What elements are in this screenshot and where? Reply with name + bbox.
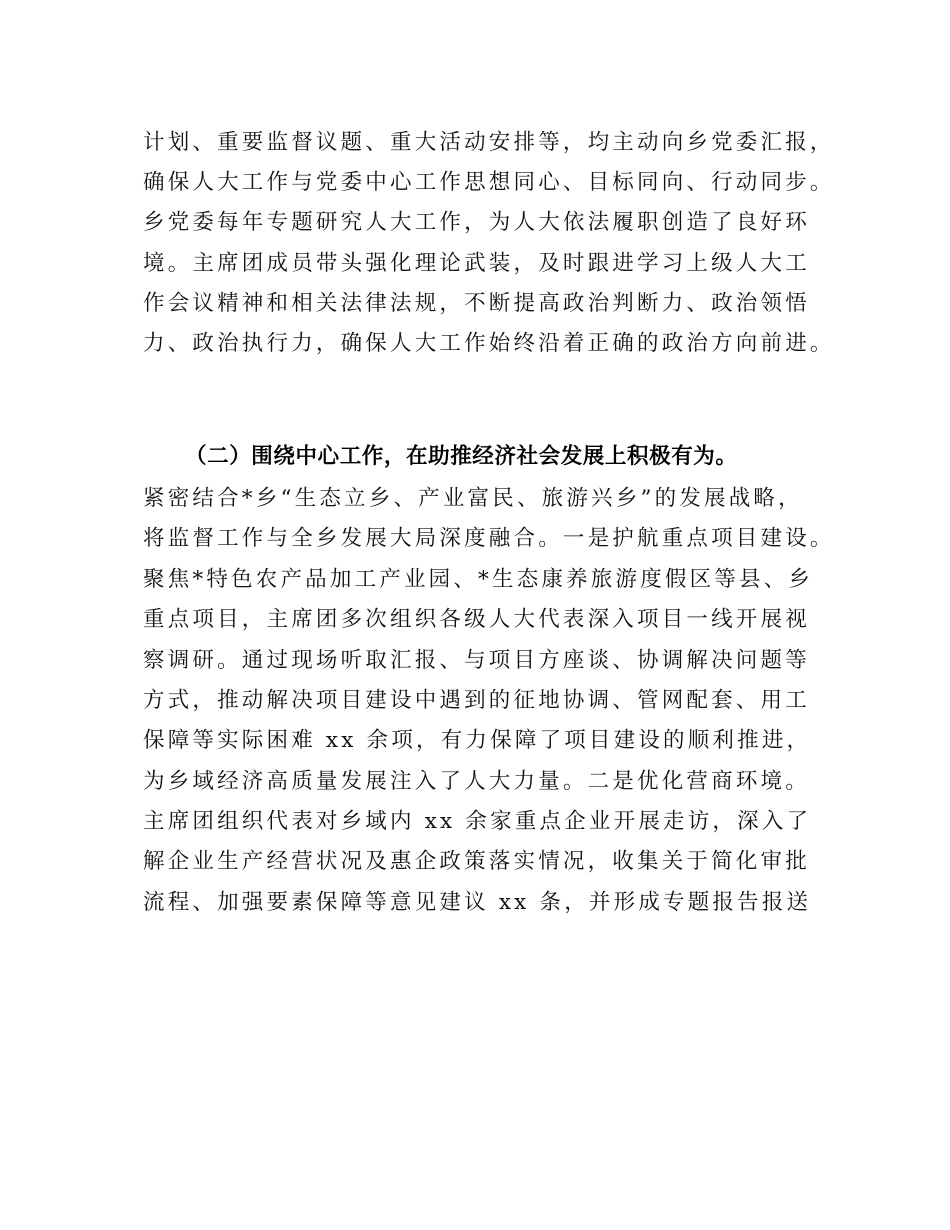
text-line: 聚焦*特色农产品加工产业园、*生态康养旅游度假区等县、乡 <box>143 567 814 592</box>
text-line: 流程、加强要素保障等意见建议 xx 条，并形成专题报告报送 <box>143 890 812 915</box>
text-line: 确保人大工作与党委中心工作思想同心、目标同向、行动同步。 <box>143 170 835 195</box>
section-heading: （二）围绕中心工作，在助推经济社会发展上积极有为。 <box>185 444 738 469</box>
text-line: 察调研。通过现场听取汇报、与项目方座谈、协调解决问题等 <box>143 648 810 673</box>
text-line: 解企业生产经营状况及惠企政策落实情况，收集关于简化审批 <box>143 849 810 874</box>
text-line: 紧密结合*乡“生态立乡、产业富民、旅游兴乡”的发展战略， <box>143 486 803 511</box>
text-line: 计划、重要监督议题、重大活动安排等，均主动向乡党委汇报， <box>143 130 835 155</box>
text-line: 作会议精神和相关法律法规，不断提高政治判断力、政治领悟 <box>143 291 810 316</box>
text-line: 乡党委每年专题研究人大工作，为人大依法履职创造了良好环 <box>143 210 810 235</box>
text-line: 重点项目，主席团多次组织各级人大代表深入项目一线开展视 <box>143 607 810 632</box>
text-line: 境。主席团成员带头强化理论武装，及时跟进学习上级人大工 <box>143 251 810 276</box>
text-line: 方式，推动解决项目建设中遇到的征地协调、管网配套、用工 <box>143 688 810 713</box>
text-line: 主席团组织代表对乡域内 xx 余家重点企业开展走访，深入了 <box>143 809 812 834</box>
text-line: 为乡域经济高质量发展注入了人大力量。二是优化营商环境。 <box>143 769 810 794</box>
text-line: 将监督工作与全乡发展大局深度融合。一是护航重点项目建设。 <box>143 526 835 551</box>
text-line: 保障等实际困难 xx 余项，有力保障了项目建设的顺利推进， <box>143 728 812 753</box>
text-line: 力、政治执行力，确保人大工作始终沿着正确的政治方向前进。 <box>143 331 835 356</box>
